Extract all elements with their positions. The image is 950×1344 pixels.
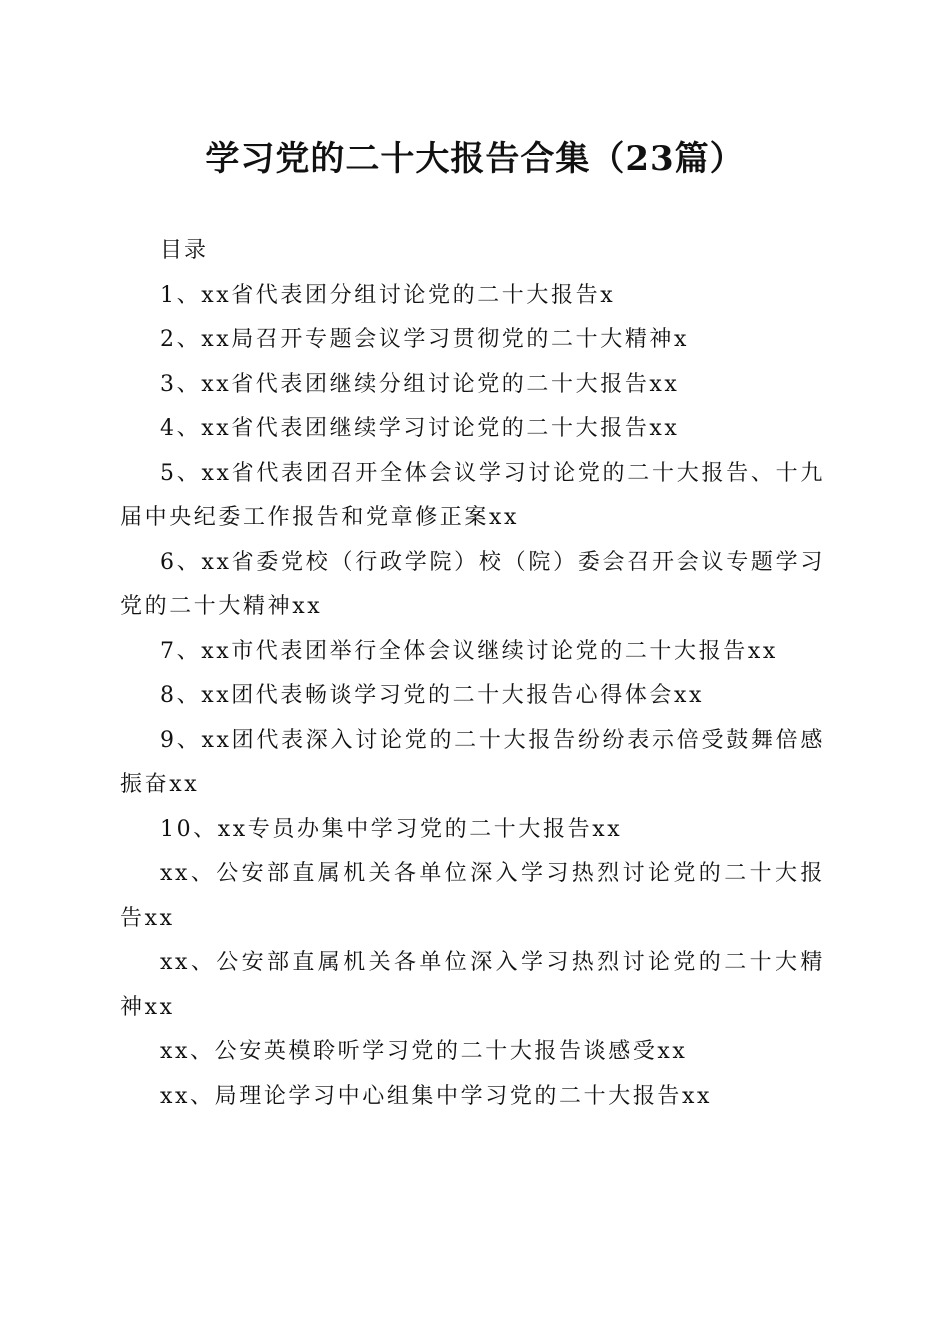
toc-list (120, 274, 825, 1120)
toc-item: 5、xx省代表团召开全体会议学习讨论党的二十大报告、十九届中央纪委工作报告和党章修正案xx (120, 460, 825, 530)
toc-item: 1、xx省代表团分组讨论党的二十大报告x (160, 282, 616, 308)
table-of-contents (120, 229, 825, 1119)
toc-item: xx、公安部直属机关各单位深入学习热烈讨论党的二十大精神xx (120, 950, 825, 1020)
toc-item: 2、xx局召开专题会议学习贯彻党的二十大精神x (160, 327, 690, 352)
toc-item: xx、公安部直属机关各单位深入学习热烈讨论党的二十大报告xx (120, 861, 825, 931)
toc-item: 6、xx省委党校（行政学院）校（院）委会召开会议专题学习党的二十大精神xx (120, 549, 825, 619)
toc-item: 4、xx省代表团继续学习讨论党的二十大报告xx (160, 416, 680, 441)
toc-heading: 目录 (160, 238, 209, 263)
toc-item: 7、xx市代表团举行全体会议继续讨论党的二十大报告xx (160, 638, 778, 664)
toc-item: 3、xx省代表团继续分组讨论党的二十大报告xx (160, 371, 680, 397)
document-title: 学习党的二十大报告合集（23篇） (205, 139, 745, 179)
toc-item: xx、局理论学习中心组集中学习党的二十大报告xx (160, 1083, 713, 1109)
toc-item: 9、xx团代表深入讨论党的二十大报告纷纷表示倍受鼓舞倍感振奋xx (120, 727, 825, 797)
toc-item: 10、xx专员办集中学习党的二十大报告xx (160, 816, 623, 842)
toc-item: xx、公安英模聆听学习党的二十大报告谈感受xx (160, 1039, 688, 1064)
toc-item: 8、xx团代表畅谈学习党的二十大报告心得体会xx (160, 683, 705, 708)
